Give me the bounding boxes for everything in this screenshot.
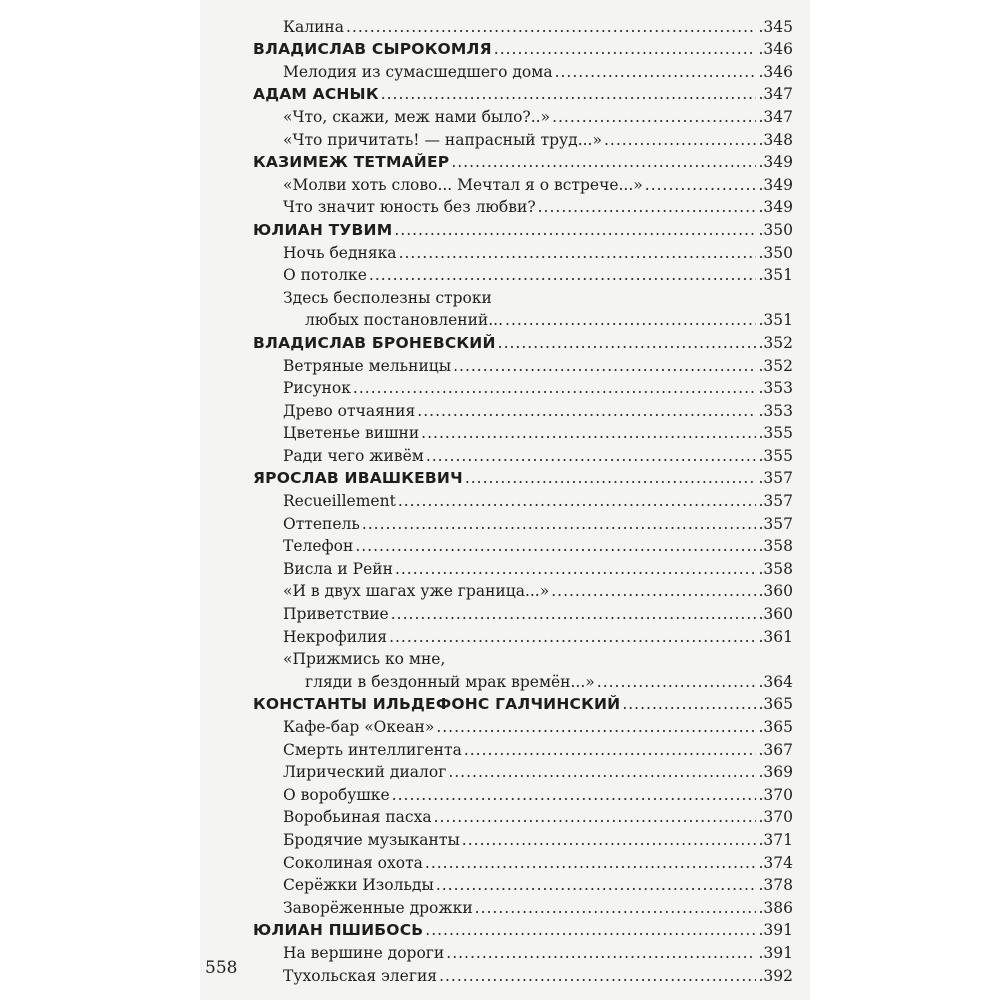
dot-leader	[446, 944, 756, 963]
toc-entry	[253, 376, 793, 399]
page-ref: .349	[758, 198, 793, 217]
toc-entry	[253, 579, 793, 602]
poem-title: Смерть интеллигента	[283, 740, 462, 759]
dot-leader	[505, 311, 756, 330]
poem-title: Некрофилия	[283, 627, 388, 646]
page-ref: .352	[758, 356, 793, 375]
page-number: 558	[205, 958, 238, 978]
toc-author-heading	[253, 330, 793, 353]
dot-leader	[498, 334, 757, 353]
poem-title: О воробушке	[283, 785, 390, 804]
page-ref: .355	[758, 446, 793, 465]
toc-entry	[253, 534, 793, 557]
dot-leader	[421, 424, 756, 443]
dot-leader	[475, 899, 757, 918]
toc-author-heading	[253, 217, 793, 240]
poem-title: Мелодия из сумасшедшего дома	[283, 62, 553, 81]
dot-leader	[425, 854, 757, 873]
page-ref: .349	[758, 153, 793, 172]
page-ref: .367	[758, 740, 793, 759]
poem-title: На вершине дороги	[283, 943, 445, 962]
toc-entry	[253, 805, 793, 828]
poem-title: Рисунок	[283, 379, 351, 398]
page-ref: .357	[758, 514, 793, 533]
poem-title: Что значит юность без любви?	[283, 198, 536, 217]
toc-author-heading	[253, 466, 793, 489]
toc-entry	[253, 263, 793, 286]
toc-entry	[253, 737, 793, 760]
poem-title: Бродячие музыканты	[283, 830, 460, 849]
dot-leader	[551, 582, 756, 601]
author-name: ЮЛИАН ТУВИМ	[253, 220, 393, 239]
toc-entry	[253, 285, 793, 308]
dot-leader	[436, 876, 757, 895]
toc-entry	[253, 240, 793, 263]
author-name: ЮЛИАН ПШИБОСЬ	[253, 921, 424, 940]
dot-leader	[398, 492, 757, 511]
table-of-contents	[253, 14, 793, 986]
page-ref: .350	[758, 220, 793, 239]
toc-entry	[253, 647, 793, 670]
dot-leader	[392, 786, 757, 805]
toc-entry	[253, 782, 793, 805]
page-ref: .374	[758, 853, 793, 872]
page-ref: .391	[758, 921, 793, 940]
dot-leader	[462, 831, 757, 850]
page-ref: .353	[758, 401, 793, 420]
dot-leader	[555, 63, 757, 82]
poem-title: Здесь бесполезны строки	[283, 288, 492, 307]
page-ref: .360	[758, 605, 793, 624]
poem-title: Ветряные мельницы	[283, 356, 452, 375]
toc-entry	[253, 195, 793, 218]
dot-leader	[394, 221, 756, 240]
toc-entry	[253, 714, 793, 737]
poem-title: Тухольская элегия	[283, 966, 438, 985]
poem-title: «Прижмись ко мне,	[283, 650, 446, 669]
dot-leader	[426, 447, 757, 466]
page-ref: .392	[758, 966, 793, 985]
toc-author-heading	[253, 692, 793, 715]
poem-title: Ночь бедняка	[283, 243, 397, 262]
toc-entry	[253, 940, 793, 963]
toc-entry	[253, 624, 793, 647]
page-ref: .352	[758, 333, 793, 352]
author-name: КОНСТАНТЫ ИЛЬДЕФОНС ГАЛЧИНСКИЙ	[253, 695, 621, 714]
page-ref: .345	[758, 17, 793, 36]
dot-leader	[399, 244, 757, 263]
poem-title: Воробьиная пасха	[283, 808, 432, 827]
toc-author-heading	[253, 82, 793, 105]
toc-entry	[253, 127, 793, 150]
page-ref: .370	[758, 785, 793, 804]
toc-entry	[253, 850, 793, 873]
poem-title: «Что причитать! — напрасный труд...»	[283, 130, 602, 149]
dot-leader	[645, 176, 757, 195]
page-ref: .370	[758, 808, 793, 827]
poem-title: Телефон	[283, 537, 354, 556]
toc-entry	[253, 827, 793, 850]
dot-leader	[465, 469, 757, 488]
page-ref: .365	[758, 695, 793, 714]
toc-entry	[253, 421, 793, 444]
dot-leader	[597, 673, 757, 692]
toc-entry	[253, 353, 793, 376]
poem-title: «И в двух шагах уже граница...»	[283, 582, 550, 601]
toc-entry	[253, 760, 793, 783]
toc-entry	[253, 895, 793, 918]
dot-leader	[434, 808, 757, 827]
dot-leader	[389, 628, 756, 647]
page-ref: .360	[758, 582, 793, 601]
dot-leader	[436, 718, 756, 737]
poem-title: «Что, скажи, меж нами было?..»	[283, 107, 551, 126]
dot-leader	[453, 357, 756, 376]
poem-title: Заворёженные дрожки	[283, 898, 473, 917]
dot-leader	[494, 40, 757, 59]
page-ref: .347	[758, 107, 793, 126]
toc-entry	[253, 308, 793, 331]
poem-title: Recueillement	[283, 492, 396, 511]
page-ref: .351	[758, 311, 793, 330]
poem-title: Калина	[283, 17, 344, 36]
page-ref: .358	[758, 537, 793, 556]
page-ref: .357	[758, 492, 793, 511]
page-ref: .355	[758, 424, 793, 443]
dot-leader	[604, 131, 757, 150]
dot-leader	[395, 560, 757, 579]
toc-entry	[253, 669, 793, 692]
page-ref: .346	[758, 62, 793, 81]
toc-entry	[253, 443, 793, 466]
dot-leader	[552, 108, 756, 127]
author-name: ВЛАДИСЛАВ БРОНЕВСКИЙ	[253, 333, 496, 352]
page-ref: .346	[758, 40, 793, 59]
poem-title: Соколиная охота	[283, 853, 423, 872]
poem-title: Висла и Рейн	[283, 559, 393, 578]
poem-title: Ради чего живём	[283, 446, 424, 465]
dot-leader	[346, 18, 756, 37]
author-name: АДАМ АСНЫК	[253, 85, 379, 104]
toc-entry	[253, 963, 793, 986]
poem-title: О потолке	[283, 266, 367, 285]
dot-leader	[369, 266, 757, 285]
page-ref: .364	[758, 672, 793, 691]
page-ref: .358	[758, 559, 793, 578]
dot-leader	[464, 741, 757, 760]
toc-author-heading	[253, 918, 793, 941]
toc-entry	[253, 601, 793, 624]
toc-author-heading	[253, 150, 793, 173]
toc-author-heading	[253, 37, 793, 60]
dot-leader	[622, 695, 756, 714]
poem-title: Кафе-бар «Океан»	[283, 718, 435, 736]
toc-entry	[253, 488, 793, 511]
toc-entry	[253, 873, 793, 896]
author-name: КАЗИМЕЖ ТЕТМАЙЕР	[253, 153, 450, 172]
page-ref: .350	[758, 243, 793, 262]
dot-leader	[448, 763, 756, 782]
page-ref: .348	[758, 130, 793, 149]
dot-leader	[391, 605, 757, 624]
poem-title: Приветствие	[283, 605, 389, 624]
toc-entry	[253, 511, 793, 534]
page-ref: .349	[758, 175, 793, 194]
author-name: ЯРОСЛАВ ИВАШКЕВИЧ	[253, 469, 463, 488]
toc-entry	[253, 59, 793, 82]
poem-title: Древо отчаяния	[283, 401, 416, 420]
page-ref: .347	[758, 85, 793, 104]
background-margin	[810, 0, 1000, 1000]
page-ref: .353	[758, 379, 793, 398]
poem-title: любых постановлений...	[305, 311, 504, 330]
page-ref: .361	[758, 627, 793, 646]
dot-leader	[362, 515, 757, 534]
page-ref: .351	[758, 266, 793, 285]
toc-entry	[253, 104, 793, 127]
poem-title: Цветенье вишни	[283, 424, 420, 443]
dot-leader	[439, 967, 756, 986]
toc-entry	[253, 398, 793, 421]
page-ref: .386	[758, 898, 793, 917]
page-ref: .378	[758, 876, 793, 895]
page-ref: .357	[758, 469, 793, 488]
author-name: ВЛАДИСЛАВ СЫРОКОМЛЯ	[253, 40, 492, 59]
page-ref: .365	[758, 718, 793, 736]
dot-leader	[381, 85, 757, 104]
page-ref: .391	[758, 943, 793, 962]
dot-leader	[417, 402, 756, 421]
poem-title: «Молви хоть слово... Мечтал я о встрече...»	[283, 175, 643, 194]
page-ref: .369	[758, 763, 793, 782]
toc-entry	[253, 556, 793, 579]
page-ref: .371	[758, 830, 793, 849]
dot-leader	[538, 198, 757, 217]
poem-title: Оттепель	[283, 514, 360, 533]
poem-title: гляди в бездонный мрак времён...»	[305, 672, 595, 691]
toc-entry	[253, 14, 793, 37]
dot-leader	[355, 537, 756, 556]
toc-entry	[253, 172, 793, 195]
dot-leader	[353, 379, 757, 398]
poem-title: Серёжки Изольды	[283, 876, 434, 895]
dot-leader	[451, 153, 756, 172]
poem-title: Лирический диалог	[283, 763, 447, 782]
dot-leader	[425, 921, 756, 940]
